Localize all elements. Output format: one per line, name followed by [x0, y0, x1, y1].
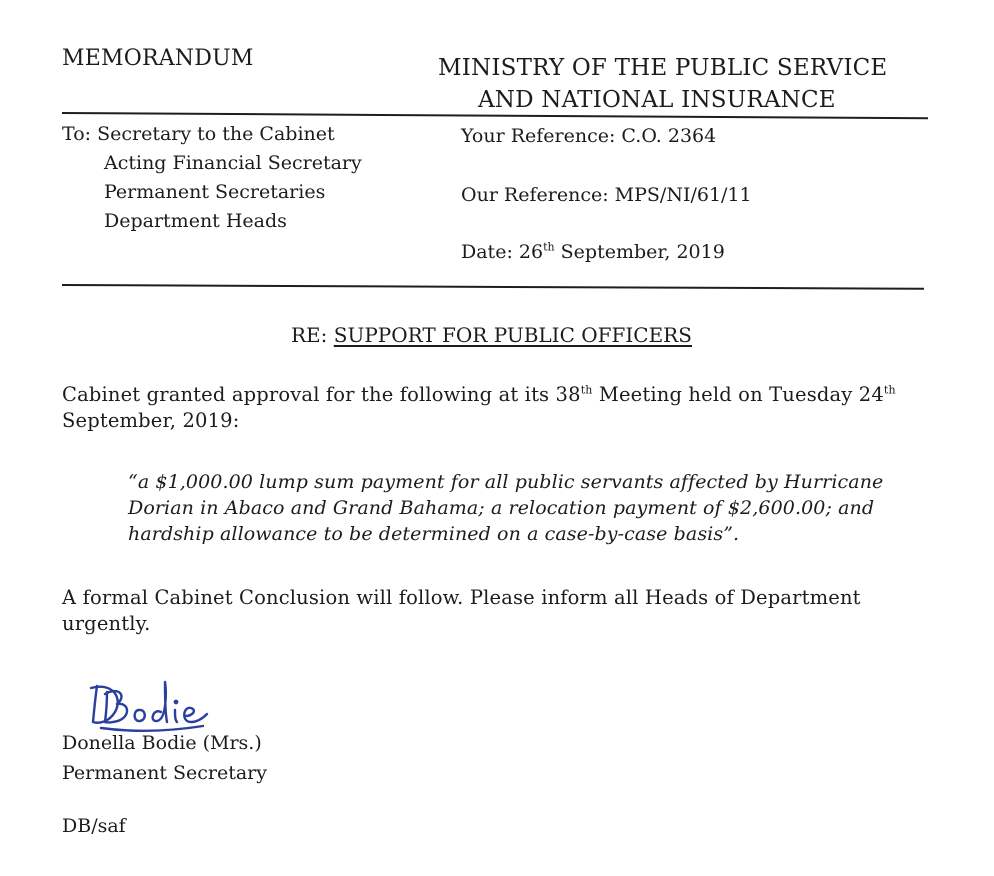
- recipients-block: [62, 120, 362, 236]
- our-reference: Our Reference: MPS/NI/61/11: [461, 184, 752, 206]
- recipient-1: To: Secretary to the Cabinet: [62, 123, 335, 145]
- your-reference-value: C.O. 2364: [621, 125, 717, 147]
- our-reference-value: MPS/NI/61/11: [614, 184, 752, 206]
- your-reference: Your Reference: C.O. 2364: [461, 125, 717, 147]
- recipient-2: Acting Financial Secretary: [104, 152, 362, 174]
- ministry-name: [438, 52, 887, 116]
- reference-divider: [62, 284, 924, 290]
- ministry-line-1: MINISTRY OF THE PUBLIC SERVICE: [438, 55, 888, 81]
- approval-paragraph: Cabinet granted approval for the following at its 38th Meeting held on Tuesday 24th September, 2019:: [62, 383, 896, 432]
- signatory-title: Permanent Secretary: [62, 762, 268, 784]
- subject-title: SUPPORT FOR PUBLIC OFFICERS: [333, 323, 692, 347]
- ministry-line-2: AND NATIONAL INSURANCE: [478, 87, 836, 113]
- typist-initials: DB/saf: [62, 815, 126, 837]
- recipient-4: Department Heads: [104, 210, 287, 232]
- approved-measures-quote: “a $1,000.00 lump sum payment for all public servants affected by Hurricane Dorian in Abaco and Grand Bahama; a relocation payment of $2,600.00; and hardship allowance to be determined on a case-by-case basis”.: [128, 471, 884, 545]
- memo-date: Date: 26th September, 2019: [461, 240, 725, 263]
- closing-paragraph: A formal Cabinet Conclusion will follow. Please inform all Heads of Department urgently.: [62, 586, 861, 635]
- signatory-block: [62, 728, 267, 788]
- subject-line: RE: SUPPORT FOR PUBLIC OFFICERS: [291, 323, 692, 347]
- memo-label: MEMORANDUM: [62, 46, 254, 71]
- recipient-3: Permanent Secretaries: [104, 181, 326, 203]
- signatory-name: Donella Bodie (Mrs.): [62, 732, 262, 754]
